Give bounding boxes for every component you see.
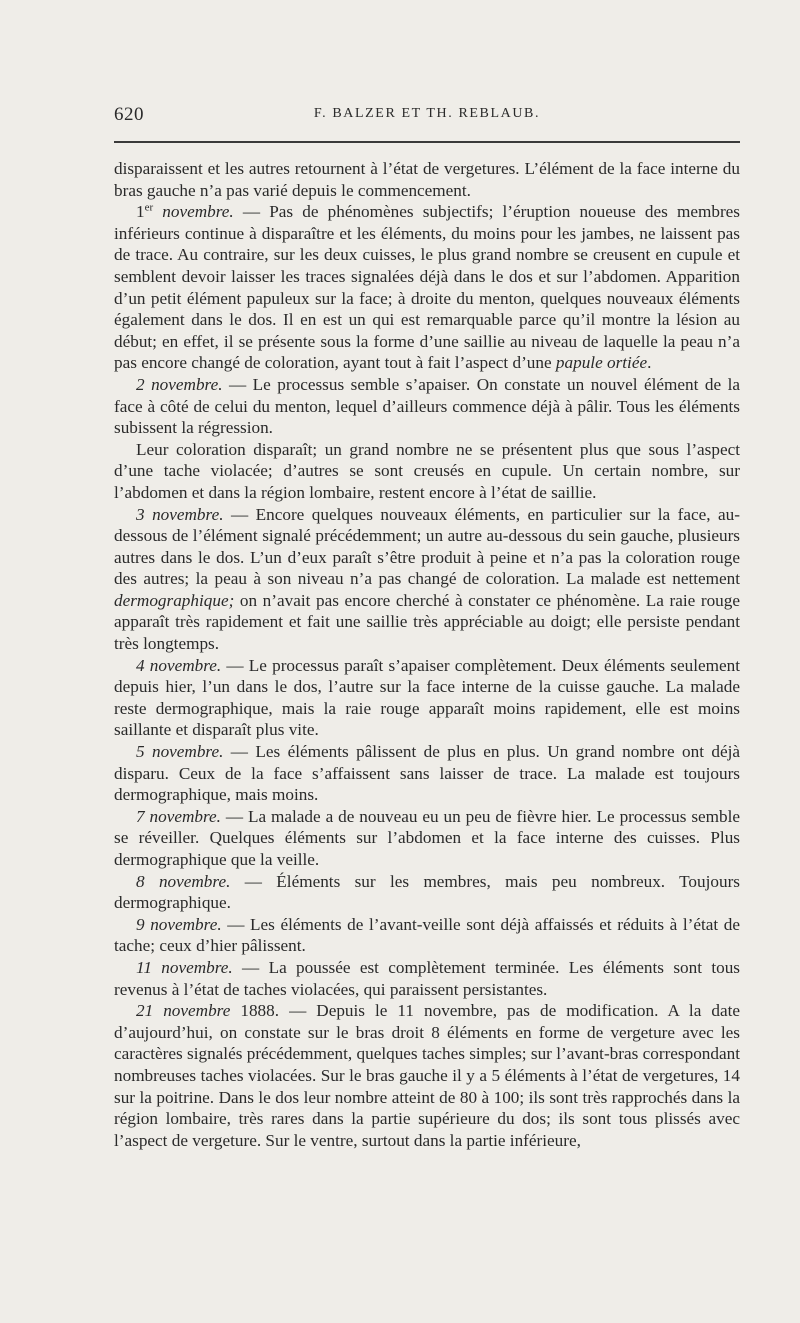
paragraph: [114, 504, 740, 655]
paragraph-text: — La poussée est complètement terminée. Les éléments sont tous revenus à l’état de taches violacées, qui paraissent persistantes.: [114, 957, 740, 999]
paragraph: [114, 1000, 740, 1151]
paragraph: [114, 201, 740, 374]
paragraph-text: — Pas de phénomènes subjectifs; l’éruption noueuse des membres inférieurs continue à disparaître et les éléments, du moins pour les jambes, ne laissent pas de trace. Au contraire, sur les deux cuisses, le plus grand nombre se creusent en cupule et semblent devoir laisser les traces signalées déjà dans le dos et sur l’abdomen. Apparition d’un petit élément papuleux sur la face; à droite du menton, quelques nouveaux éléments également dans le dos. Il en est un qui est remarquable parce qu’il montre la lésion au début; en effet, il se présente sous la forme d’une saillie au niveau de laquelle la peau n’a pas encore changé de coloration, ayant tout à fait l’aspect d’une: [114, 202, 740, 373]
paragraph: [114, 957, 740, 1000]
entry-date: 8 novembre.: [136, 871, 231, 891]
paragraph: [114, 655, 740, 741]
paragraph-tail: .: [647, 353, 652, 373]
paragraph-text: Leur coloration disparaît; un grand nombre ne se présentent plus que sous l’aspect d’une tache violacée; d’autres se sont creusés en cupule. Un certain nombre, sur l’abdomen et dans la région lombaire, restent encore à l’état de saillie.: [114, 439, 740, 502]
paragraph-text: — La malade a de nouveau eu un peu de fièvre hier. Le processus semble se réveiller. Quelques éléments sur l’abdomen et la face interne des cuisses. Plus dermographique que la veille.: [114, 806, 740, 869]
paragraph-text: 1888. — Depuis le 11 novembre, pas de modification. A la date d’aujourd’hui, on constate sur le bras droit 8 éléments en forme de vergeture avec les caractères signalés précédemment, quelques taches simples; sur l’avant-bras correspondant nombreuses taches violacées. Sur le bras gauche il y a 5 éléments à l’état de vergetures, 14 sur la poitrine. Dans le dos leur nombre atteint de 80 à 100; ils sont très rapprochés dans la région lombaire, très rares dans la partie supérieure du dos; ils sont tous plissés avec l’aspect de vergeture. Sur le ventre, surtout dans la partie inférieure,: [114, 1001, 740, 1150]
entry-date: 5 novembre.: [136, 742, 224, 762]
entry-date: 11 novembre.: [136, 957, 233, 977]
paragraph: [114, 374, 740, 439]
entry-date: 21 novembre: [136, 1001, 231, 1021]
paragraph: [114, 914, 740, 957]
paragraph-text: — Le processus paraît s’apaiser complètement. Deux éléments seulement depuis hier, l’un dans le dos, l’autre sur la face interne de la cuisse gauche. La malade reste dermographique, mais la raie rouge apparaît moins rapidement, elle est moins saillante et disparaît plus vite.: [114, 655, 740, 740]
paragraph-text: — Les éléments pâlissent de plus en plus. Un grand nombre ont déjà disparu. Ceux de la face s’affaissent sans laisser de trace. La malade est toujours dermographique, mais moins.: [114, 742, 741, 805]
entry-date: 2 novembre.: [136, 374, 223, 394]
paragraph-text: — Éléments sur les membres, mais peu nombreux. Toujours dermographique.: [114, 871, 740, 913]
paragraph: [114, 158, 740, 201]
paragraph: [114, 439, 740, 504]
entry-date: 4 novembre.: [136, 655, 222, 675]
entry-date: novembre.: [153, 202, 234, 222]
paragraph-text: disparaissent et les autres retournent à l’état de vergetures. L’élément de la face interne du bras gauche n’a pas varié depuis le commencement.: [114, 159, 740, 200]
header-rule: [114, 141, 740, 143]
ordinal-suffix: er: [144, 201, 154, 214]
page-number: 620: [114, 104, 144, 125]
paragraph-text: — Les éléments de l’avant-veille sont déjà affaissés et réduits à l’état de tache; ceux d’hier pâlissent.: [114, 914, 740, 956]
paragraph-text: — Encore quelques nouveaux éléments, en particulier sur la face, au-dessous de l’élément signalé précédemment; un autre au-dessous du sein gauche, plusieurs autres dans le dos. L’un d’eux paraît s’être produit à peine et n’a pas la coloration rouge des autres; la peau à son niveau n’a pas changé de coloration. La malade est nettement: [114, 504, 740, 589]
entry-date: 9 novembre.: [136, 914, 222, 934]
italic-term: dermographique;: [114, 590, 235, 610]
entry-date: 3 novembre.: [136, 504, 224, 524]
paragraph-text: — Le processus semble s’apaiser. On constate un nouvel élément de la face à côté de celui du menton, lequel d’ailleurs commence déjà à pâlir. Tous les éléments subissent la régression.: [114, 374, 740, 438]
body-text: [114, 158, 740, 1151]
paragraph-tail: on n’avait pas encore cherché à constater ce phénomène. La raie rouge apparaît très rapidement et fait une saillie très appréciable au doigt; elle persiste pendant très longtemps.: [114, 590, 740, 654]
paragraph: [114, 806, 740, 871]
italic-term: papule ortiée: [555, 353, 648, 373]
entry-day: 1: [136, 202, 145, 222]
running-head: F. BALZER ET TH. REBLAUB.: [313, 106, 541, 121]
paragraph: [114, 871, 740, 914]
page-header: [114, 104, 740, 134]
entry-date: 7 novembre.: [136, 806, 221, 826]
paragraph: [114, 741, 740, 806]
